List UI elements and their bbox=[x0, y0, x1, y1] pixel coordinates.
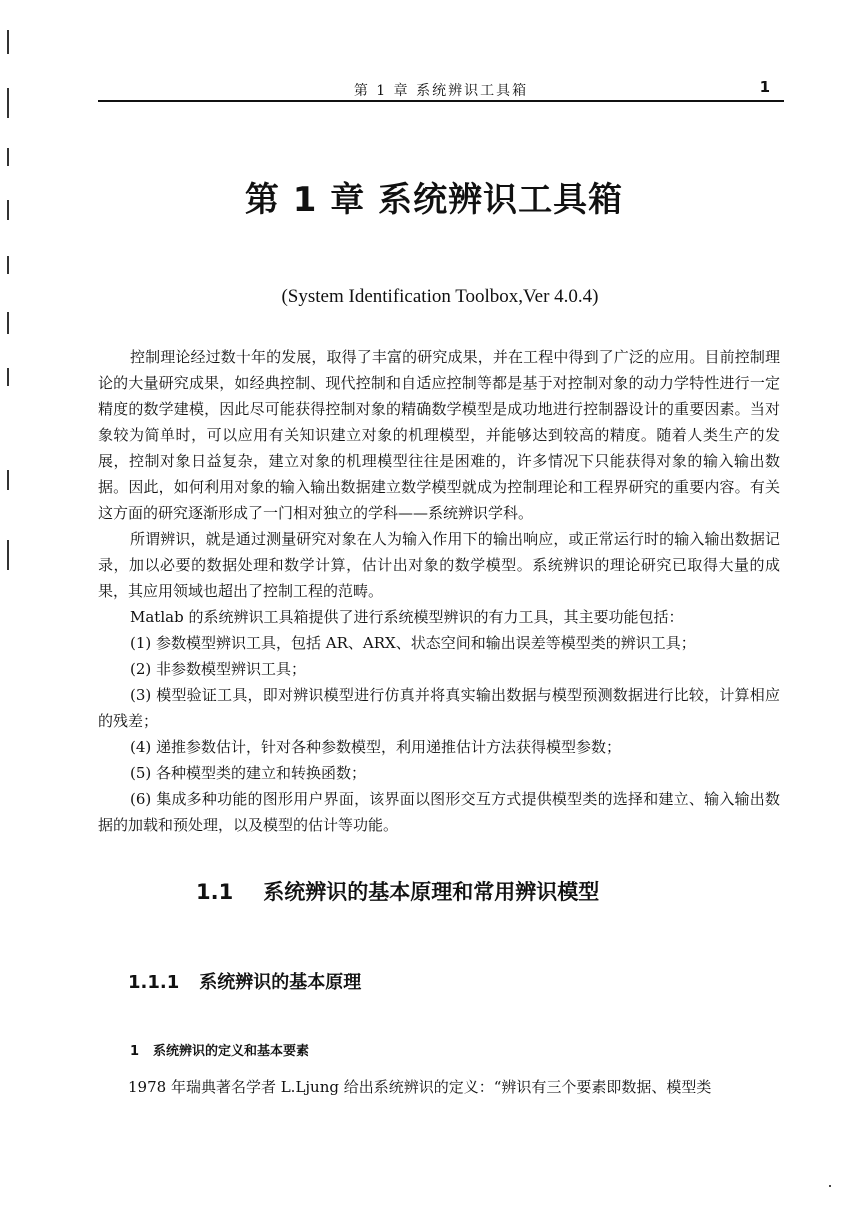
last-paragraph: 1978 年瑞典著名学者 L.Ljung 给出系统辨识的定义：“辨识有三个要素即数据、模型类 bbox=[128, 1078, 712, 1096]
list-item: (5) 各种模型类的建立和转换函数； bbox=[130, 764, 367, 782]
list-item: (6) 集成多种功能的图形用户界面，该界面以图形交互方式提供模型类的选择和建立、输入输出数据的加载和预处理，以及模型的估计等功能。 bbox=[98, 790, 780, 834]
minor-heading-number: 1 bbox=[130, 1044, 140, 1059]
subsection-title: 系统辨识的基本原理 bbox=[199, 972, 362, 993]
section-heading bbox=[196, 876, 599, 906]
minor-heading bbox=[130, 1040, 309, 1059]
minor-heading-title: 系统辨识的定义和基本要素 bbox=[153, 1044, 310, 1059]
subsection-number: 1.1.1 bbox=[128, 972, 180, 993]
body-text bbox=[98, 344, 780, 838]
section-number: 1.1 bbox=[196, 880, 234, 904]
running-header bbox=[98, 78, 784, 102]
list-item: (1) 参数模型辨识工具，包括 AR、ARX、状态空间和输出误差等模型类的辨识工具； bbox=[130, 634, 696, 652]
binding-marks bbox=[7, 30, 11, 630]
section-title: 系统辨识的基本原理和常用辨识模型 bbox=[263, 880, 600, 904]
chapter-title: 第 1 章 系统辨识工具箱 bbox=[244, 180, 624, 220]
subsection-heading bbox=[128, 968, 361, 994]
paragraph: 控制理论经过数十年的发展，取得了丰富的研究成果，并在工程中得到了广泛的应用。目前控制理论的大量研究成果，如经典控制、现代控制和自适应控制等都是基于对控制对象的动力学特性进行一定精度的数学建模，因此尽可能获得控制对象的精确数学模型是成功地进行控制器设计的重要因素。当对象较为简单时，可以应用有关知识建立对象的机理模型，并能够达到较高的精度。随着人类生产的发展，控制对象日益复杂，建立对象的机理模型往往是困难的，许多情况下只能获得对象的输入输出数据。因此，如何利用对象的输入输出数据建立数学模型就成为控制理论和工程界研究的重要内容。有关这方面的研究逐渐形成了一门相对独立的学科——系统辨识学科。 bbox=[98, 348, 780, 522]
paragraph: 所谓辨识，就是通过测量研究对象在人为输入作用下的输出响应，或正常运行时的输入输出数据记录，加以必要的数据处理和数学计算，估计出对象的数学模型。系统辨识的理论研究已取得大量的成果，其应用领域也超出了控制工程的范畴。 bbox=[98, 530, 780, 600]
scan-speck bbox=[829, 1185, 831, 1187]
chapter-subtitle: (System Identification Toolbox,Ver 4.0.4) bbox=[281, 286, 599, 307]
list-item: (4) 递推参数估计，针对各种参数模型，利用递推估计方法获得模型参数； bbox=[130, 738, 622, 756]
running-title: 第 1 章 系统辨识工具箱 bbox=[353, 83, 529, 99]
list-item: (2) 非参数模型辨识工具； bbox=[130, 660, 307, 678]
paragraph: Matlab 的系统辨识工具箱提供了进行系统模型辨识的有力工具，其主要功能包括： bbox=[130, 608, 684, 626]
page-number: 1 bbox=[759, 78, 770, 96]
list-item: (3) 模型验证工具，即对辨识模型进行仿真并将真实输出数据与模型预测数据进行比较，计算相应的残差； bbox=[98, 686, 780, 730]
